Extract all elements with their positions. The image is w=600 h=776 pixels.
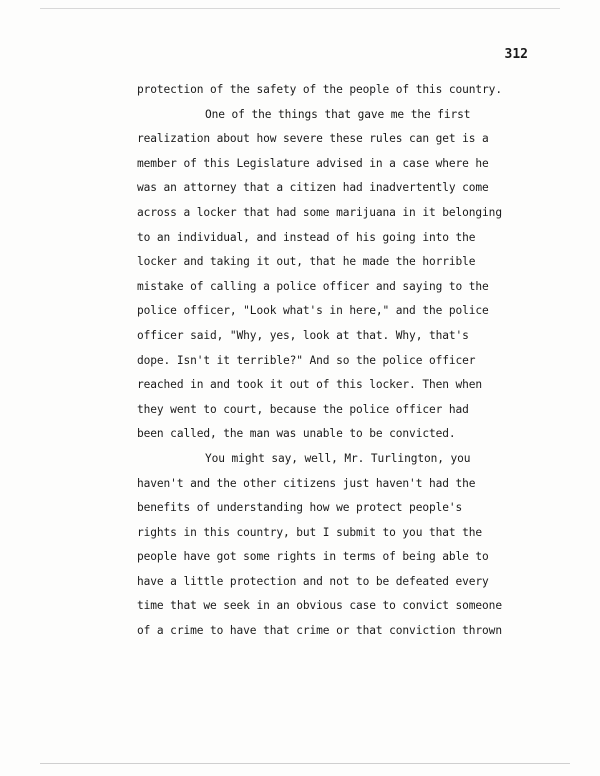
text-line: have a little protection and not to be defeated every — [137, 574, 489, 588]
text-line: they went to court, because the police officer had — [137, 402, 469, 416]
text-line: protection of the safety of the people of this country. — [137, 83, 502, 96]
page-number: 312 — [504, 47, 528, 62]
text-line: officer said, "Why, yes, look at that. Why, that's — [137, 328, 469, 342]
text-line: reached in and took it out of this locker. Then when — [137, 378, 483, 392]
text-line: haven't and the other citizens just haven't had the — [137, 476, 476, 490]
text-line: across a locker that had some marijuana in it belonging — [137, 205, 502, 219]
bottom-edge-line — [40, 763, 570, 764]
text-line: benefits of understanding how we protect people's — [137, 501, 463, 515]
text-line: police officer, "Look what's in here," and the police — [137, 304, 489, 318]
text-line: You might say, well, Mr. Turlington, you — [205, 451, 471, 465]
text-line: mistake of calling a police officer and saying to the — [137, 279, 489, 293]
text-line: One of the things that gave me the first — [205, 107, 471, 121]
transcript-body — [137, 78, 537, 644]
text-line: realization about how severe these rules can get is a — [137, 132, 489, 146]
text-line: rights in this country, but I submit to you that the — [137, 525, 483, 539]
text-line: dope. Isn't it terrible?" And so the police officer — [137, 353, 476, 367]
text-line: time that we seek in an obvious case to convict someone — [137, 599, 502, 613]
text-line: to an individual, and instead of his going into the — [137, 230, 476, 244]
text-line: locker and taking it out, that he made the horrible — [137, 255, 476, 269]
text-line: been called, the man was unable to be convicted. — [137, 427, 456, 441]
text-line: member of this Legislature advised in a case where he — [137, 156, 489, 170]
text-line: of a crime to have that crime or that conviction thrown — [137, 624, 502, 638]
text-line: was an attorney that a citizen had inadvertently come — [137, 181, 489, 195]
top-edge-line — [40, 8, 560, 9]
text-line: people have got some rights in terms of being able to — [137, 550, 489, 564]
